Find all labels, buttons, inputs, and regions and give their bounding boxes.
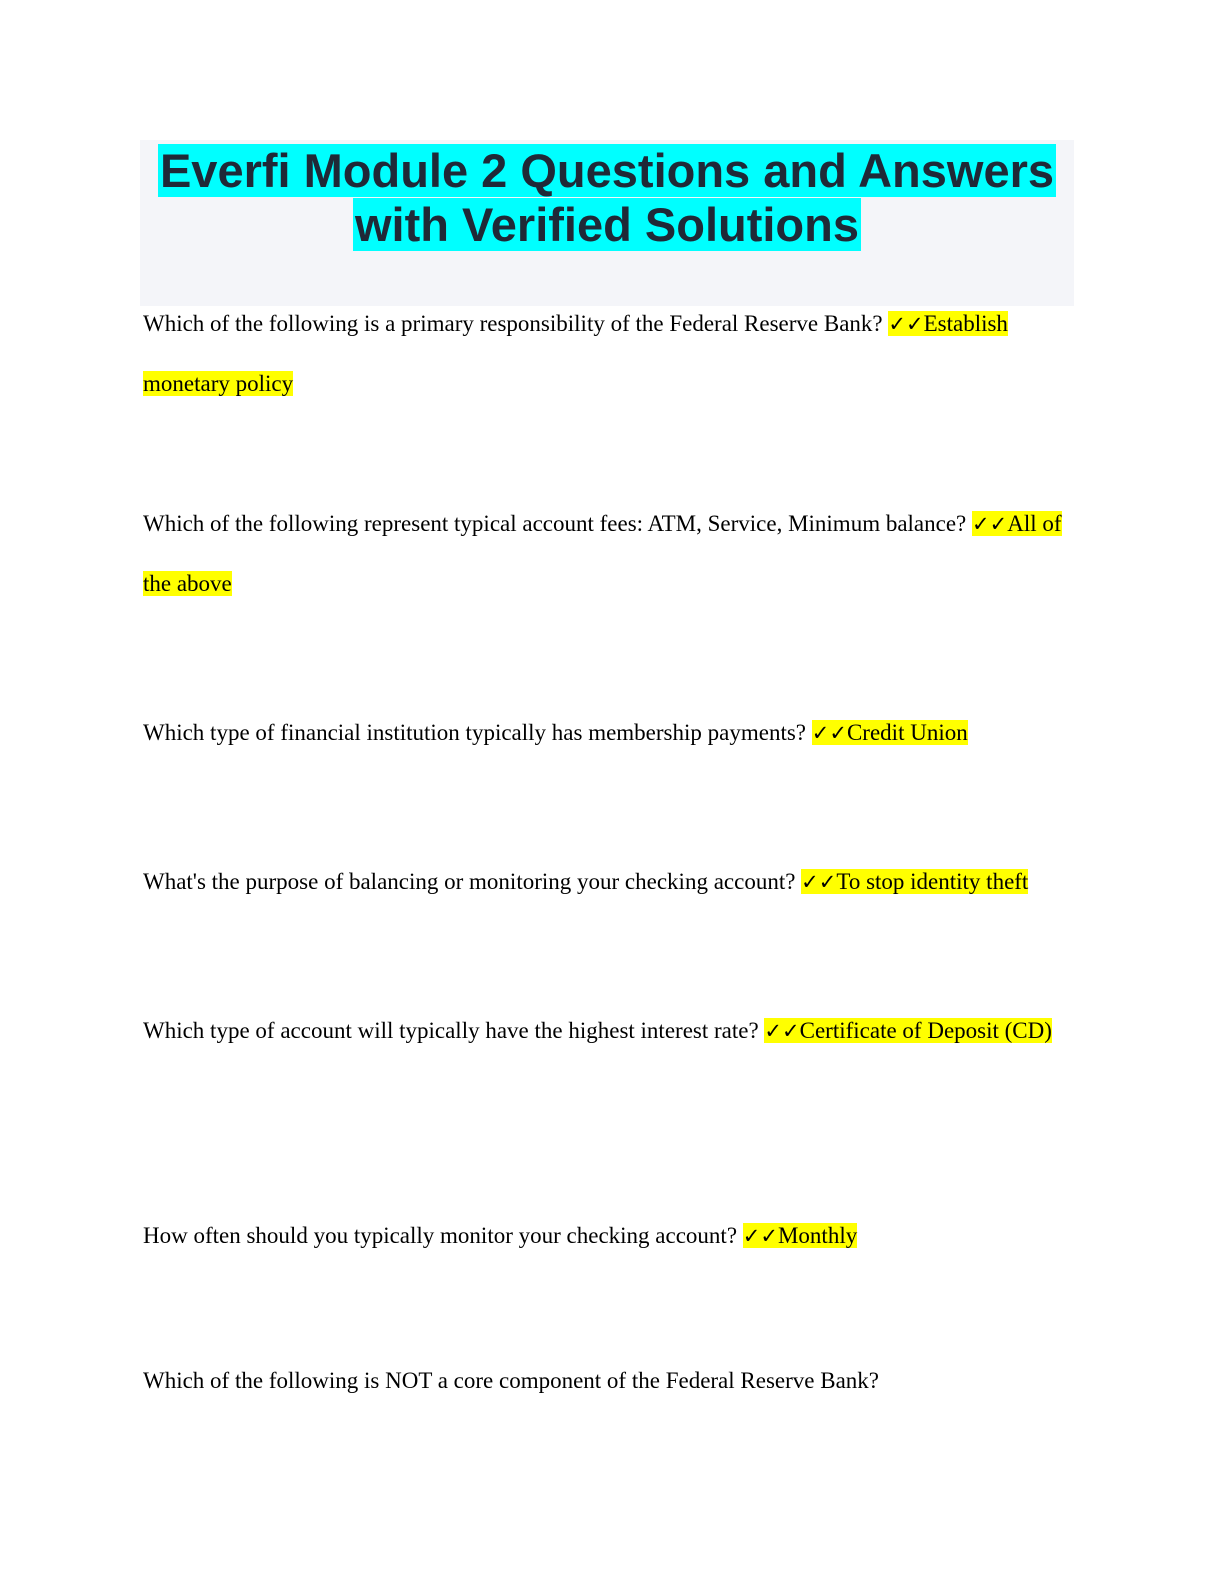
question-text: Which of the following is NOT a core component of the Federal Reserve Bank? (143, 1368, 879, 1393)
qa-item-5 (143, 1001, 1073, 1061)
question-text: How often should you typically monitor your checking account? (143, 1223, 743, 1248)
qa-item-1 (143, 294, 1073, 414)
qa-item-4 (143, 852, 1073, 912)
answer-text: ✓✓Certificate of Deposit (CD) (764, 1018, 1052, 1043)
answer-text: ✓✓All of the above (143, 511, 1062, 596)
answer-text: ✓✓Establish monetary policy (143, 311, 1008, 396)
question-text: Which of the following represent typical account fees: ATM, Service, Minimum balance? (143, 511, 973, 536)
qa-item-6 (143, 1206, 1073, 1266)
question-text: What's the purpose of balancing or monitoring your checking account? (143, 869, 802, 894)
double-check-icon: ✓✓ (764, 1019, 800, 1043)
answer-text: ✓✓To stop identity theft (801, 869, 1029, 894)
double-check-icon: ✓✓ (888, 312, 924, 336)
qa-item-7 (143, 1351, 1073, 1411)
document-title-line-2: with Verified Solutions (355, 198, 859, 251)
double-check-icon: ✓✓ (801, 870, 837, 894)
question-text: Which of the following is a primary responsibility of the Federal Reserve Bank? (143, 311, 889, 336)
title-banner (140, 140, 1074, 306)
question-text: Which type of account will typically have the highest interest rate? (143, 1018, 765, 1043)
double-check-icon: ✓✓ (972, 512, 1008, 536)
qa-item-3 (143, 703, 1073, 763)
double-check-icon: ✓✓ (742, 1224, 778, 1248)
question-text: Which type of financial institution typically has membership payments? (143, 720, 812, 745)
answer-text: ✓✓Credit Union (811, 720, 968, 745)
double-check-icon: ✓✓ (811, 721, 847, 745)
document-title-line-1: Everfi Module 2 Questions and Answers (159, 144, 1055, 197)
answer-text: ✓✓Monthly (742, 1223, 858, 1248)
qa-item-2 (143, 494, 1073, 614)
